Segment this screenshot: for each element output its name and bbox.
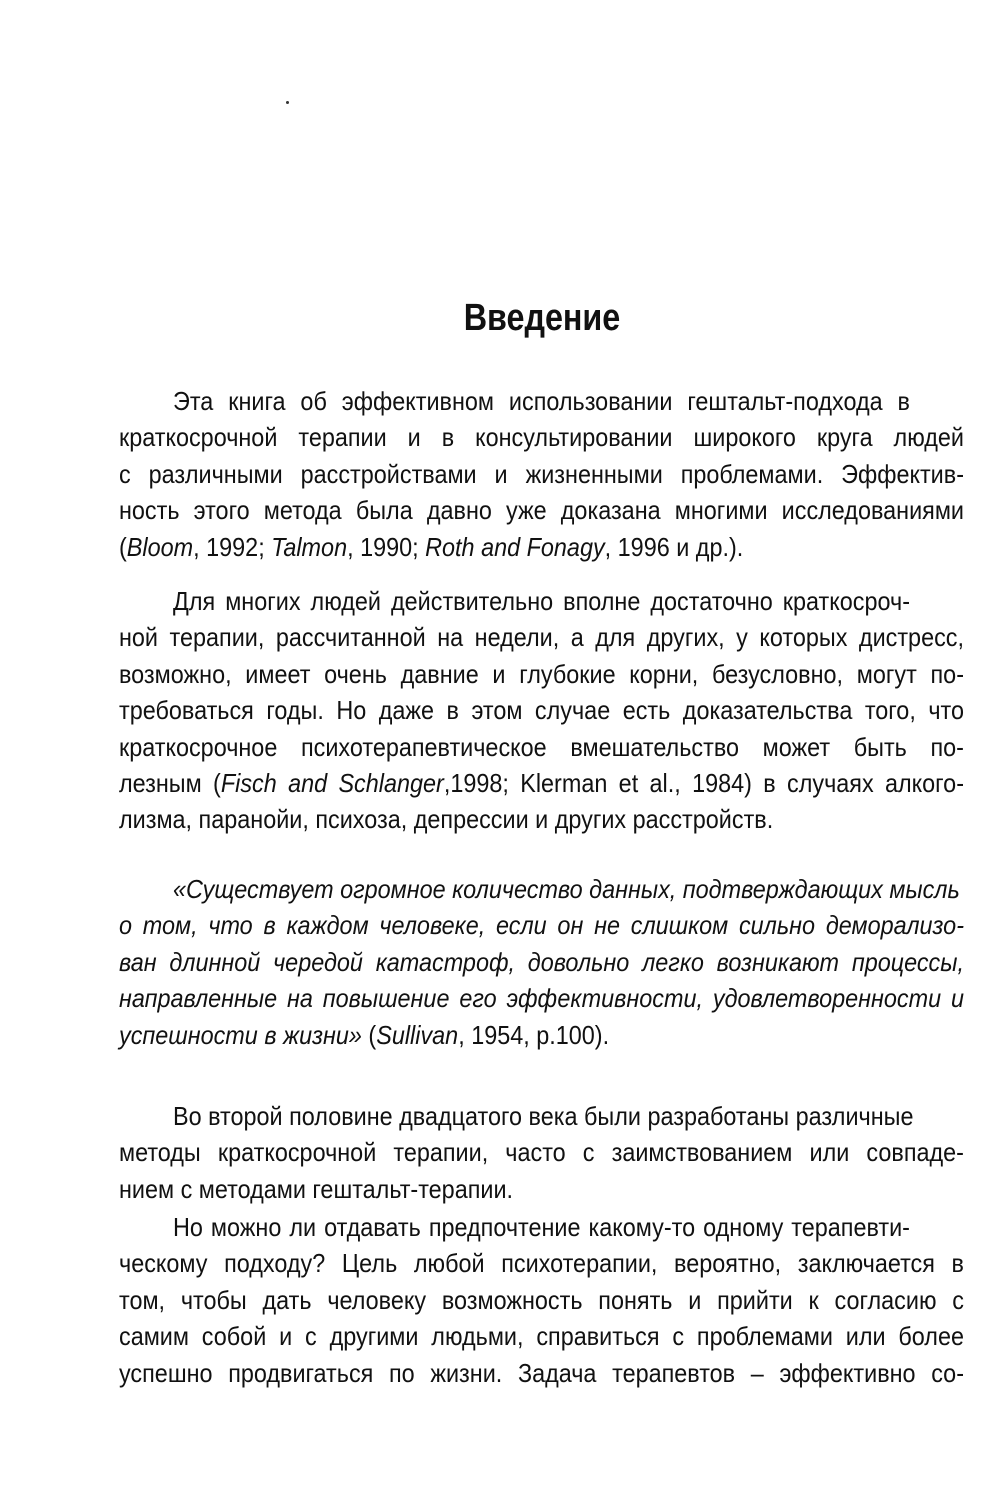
text-line: ческому подходу? Цель любой психотерапии, вероятно, заключается в bbox=[119, 1248, 964, 1279]
text-line: краткосрочное психотерапевтическое вмешательство может быть по- bbox=[119, 731, 964, 762]
text-line: краткосрочной терапии и в консультировании широкого круга людей bbox=[119, 422, 964, 453]
scan-speck bbox=[286, 101, 289, 104]
paragraph bbox=[119, 1209, 964, 1391]
page-title: Введение bbox=[463, 297, 621, 339]
paragraph bbox=[119, 1098, 964, 1207]
text-line: ной терапии, рассчитанной на недели, а для других, у которых дистресс, bbox=[119, 622, 964, 653]
text-line: Для многих людей действительно вполне достаточно краткосроч- bbox=[173, 586, 910, 616]
block-quote bbox=[119, 871, 964, 1053]
text-line: методы краткосрочной терапии, часто с заимствованием или совпаде- bbox=[119, 1137, 964, 1168]
text-line: ван длинной чередой катастроф, довольно легко возникают процессы, bbox=[119, 946, 964, 977]
text-line: направленные на повышение его эффективности, удовлетворенности и bbox=[119, 983, 964, 1014]
text-line: ность этого метода была давно уже доказана многими исследованиями bbox=[119, 495, 964, 526]
text-line: самим собой и с другими людьми, справиться с проблемами или более bbox=[119, 1321, 964, 1352]
text-line: Эта книга об эффективном использовании гештальт-подхода в bbox=[173, 386, 910, 416]
text-line: лизма, паранойи, психоза, депрессии и других расстройств. bbox=[119, 804, 774, 835]
text-line: о том, что в каждом человеке, если он не слишком сильно деморализо- bbox=[119, 910, 964, 941]
text-line: нием с методами гештальт-терапии. bbox=[119, 1173, 514, 1204]
text-line: (Bloom, 1992; Talmon, 1990; Roth and Fonagy, 1996 и др.). bbox=[119, 531, 744, 562]
text-line: Но можно ли отдавать предпочтение какому-то одному терапевти- bbox=[173, 1212, 910, 1242]
paragraph bbox=[119, 383, 964, 565]
text-line: Во второй половине двадцатого века были разработаны различные bbox=[173, 1101, 914, 1131]
text-line: с различными расстройствами и жизненными проблемами. Эффектив- bbox=[119, 458, 964, 489]
text-line: «Существует огромное количество данных, подтверждающих мысль bbox=[173, 874, 960, 904]
paragraph bbox=[119, 583, 964, 838]
text-line: том, чтобы дать человеку возможность понять и прийти к согласию с bbox=[119, 1284, 964, 1315]
text-line: успешно продвигаться по жизни. Задача терапевтов – эффективно со- bbox=[119, 1357, 964, 1388]
text-line: лезным (Fisch and Schlanger,1998; Klerman et al., 1984) в случаях алкого- bbox=[119, 767, 964, 798]
text-line: требоваться годы. Но даже в этом случае есть доказательства того, что bbox=[119, 695, 964, 726]
text-line: успешности в жизни» (Sullivan, 1954, p.100). bbox=[119, 1019, 610, 1050]
text-line: возможно, имеет очень давние и глубокие корни, безусловно, могут по- bbox=[119, 658, 964, 689]
